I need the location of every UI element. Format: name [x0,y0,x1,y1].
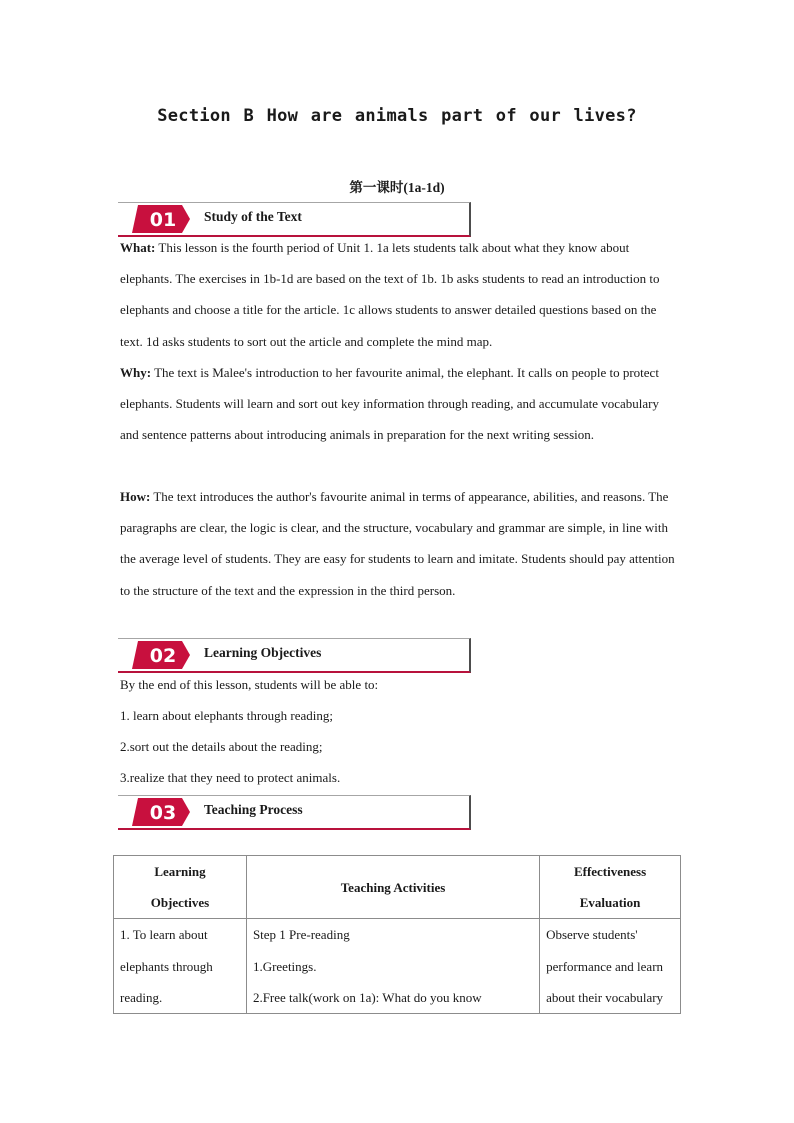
why-text: The text is Malee's introduction to her favourite animal, the elephant. It calls on people to protect elephants. Students will learn and sort out key information through reading, and accumulate vocabulary and sentence patterns about introducing animals in preparation for the next writing session. [120,365,659,443]
header-learning-objectives: Learning Objectives [114,856,247,919]
activity-line: Step 1 Pre-reading [252,927,350,943]
study-what-paragraph [120,232,680,357]
row-activities [246,919,539,1014]
section-label: Teaching Process [204,802,303,817]
header-effectiveness-evaluation: Effectiveness Evaluation [540,856,681,919]
study-why-paragraph [120,357,680,451]
why-label: Why: [120,365,152,380]
teaching-process-table [113,855,681,1014]
section-number: 02 [149,645,177,667]
section-label: Study of the Text [204,209,302,224]
what-text: This lesson is the fourth period of Unit 1. 1a lets students talk about what they know about elephants. The exercises in 1b-1d are based on the text of 1b. 1b asks students to read an introduction to elephants and choose a title for the article. 1c allows students to answer detailed questions based on the text. 1d asks students to sort out the article and complete the mind map. [120,240,660,349]
row-evaluation: Observe students' performance and learn about their vocabulary [540,919,681,1014]
how-text: The text introduces the author's favourite animal in terms of appearance, abilities, and reasons. The paragraphs are clear, the logic is clear, and the structure, vocabulary and grammar are simple, in line with the average level of students. They are easy for students to learn and imitate. Students should pay attention to the structure of the text and the expression in the third person. [120,489,675,598]
section-header-study [118,202,471,236]
table-row [114,919,681,1014]
objective-item: 3.realize that they need to protect animals. [120,770,341,785]
objective-item: 1. learn about elephants through reading; [120,708,333,723]
header-teaching-activities: Teaching Activities [246,856,539,919]
section-number: 03 [149,802,177,824]
section-header-process [118,795,471,829]
study-how-paragraph [120,481,680,606]
section-number: 01 [149,209,177,231]
objective-item: 2.sort out the details about the reading; [120,739,323,754]
lesson-subtitle: 第一课时(1a-1d) [349,180,445,195]
what-label: What: [120,240,156,255]
how-label: How: [120,489,151,504]
row-objective: 1. To learn about elephants through reading. [114,919,247,1014]
activity-line: 2.Free talk(work on 1a): What do you know [252,989,482,1005]
objectives-intro: By the end of this lesson, students will be able to: [120,677,379,692]
section-header-objectives [118,638,471,672]
activity-line: 1.Greetings. [252,958,317,974]
table-header-row [114,856,681,919]
section-label: Learning Objectives [204,645,322,660]
document-title: Section B How are animals part of our lives? [157,106,637,126]
